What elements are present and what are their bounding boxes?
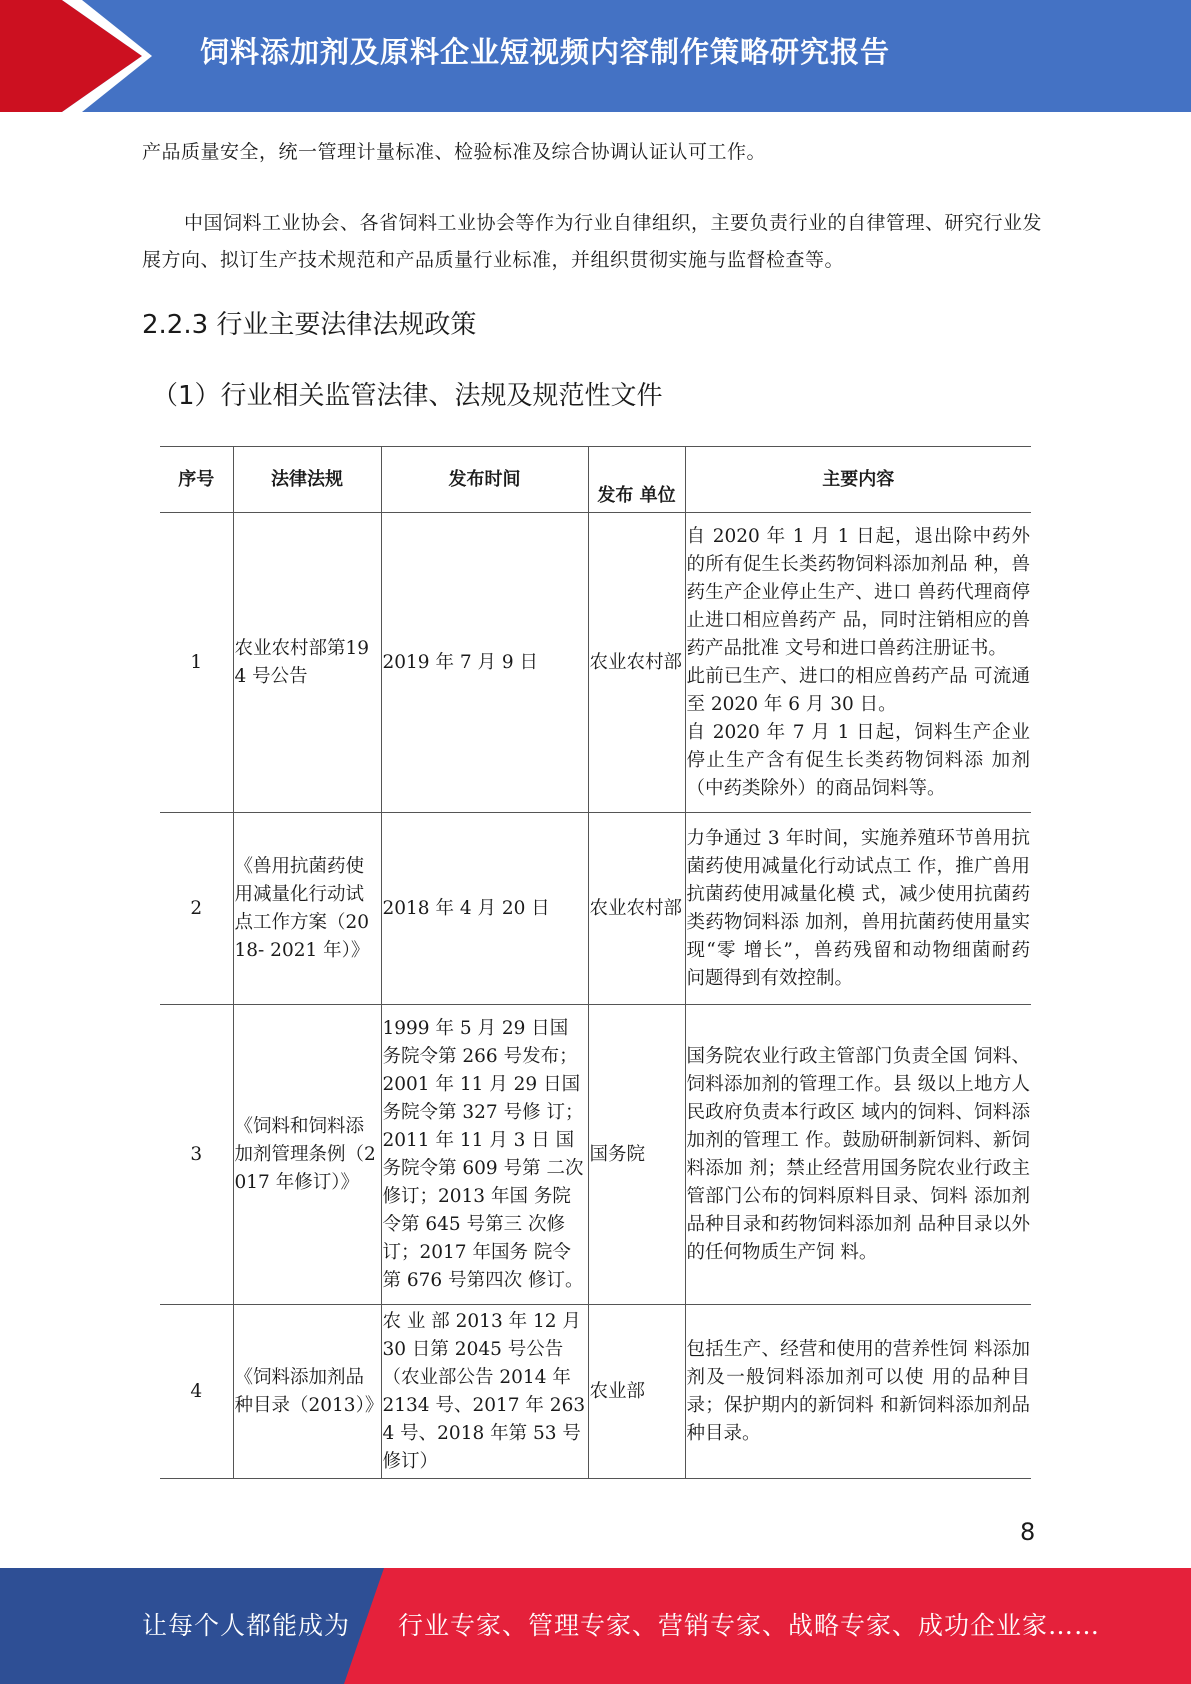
table-row [160,1005,1031,1305]
footer-slogan-left: 让每个人都能成为 [142,1611,351,1640]
cell-content [685,813,1031,1005]
table-row [160,813,1031,1005]
cell-no: 1 [160,513,233,813]
table-header-row [160,447,1031,513]
header-title: 饲料添加剂及原料企业短视频内容制作策略研究报告 [200,35,891,69]
page-footer [0,1568,1191,1684]
table-row [160,513,1031,813]
cell-date: 农 业 部 2013 年 12 月 30 日第 2045 号公告（农业部公告 2014 年 2134 号、2017 年 2634 号、2018 年第 53 号修订） [381,1305,588,1479]
header-no: 序号 [160,447,233,513]
cell-law: 《兽用抗菌药使用减量化行动试点工作方案（2018- 2021 年）》 [233,813,381,1005]
regulations-table [160,446,1031,1479]
cell-date: 2019 年 7 月 9 日 [381,513,588,813]
footer-slogan-right: 行业专家、管理专家、营销专家、战略专家、成功企业家…… [398,1611,1101,1640]
cell-content [685,1005,1031,1305]
cell-law: 《饲料和饲料添加剂管理条例（2017 年修订）》 [233,1005,381,1305]
content-paragraph: 力争通过 3 年时间，实施养殖环节兽用抗菌药使用减量化行动试点工 作，推广兽用抗菌药使用减量化模 式，减少使用抗菌药类药物饲料添 加剂，兽用抗菌药使用量实现“零 增长”，兽药残留和动物细菌耐药 问题得到有效控制。 [686,827,1030,989]
cell-no: 3 [160,1005,233,1305]
paragraph-2: 中国饲料工业协会、各省饲料工业协会等作为行业自律组织，主要负责行业的自律管理、研究行业发展方向、拟订生产技术规范和产品质量行业标准，并组织贯彻实施与监督检查等。 [142,212,1043,271]
content-paragraph: 包括生产、经营和使用的营养性饲 料添加剂及一般饲料添加剂可以使 用的品种目录；保护期内的新饲料 和新饲料添加剂品种目录。 [686,1338,1030,1444]
content-paragraph: 国务院农业行政主管部门负责全国 饲料、饲料添加剂的管理工作。县 级以上地方人民政府负责本行政区 域内的饲料、饲料添加剂的管理工 作。鼓励研制新饲料、新饲料添加 剂；禁止经营用国务院农业行政主 管部门公布的饲料原料目录、饲料 添加剂品种目录和药物饲料添加剂 品种目录以外的任何物质生产饲 料。 [686,1045,1030,1263]
cell-law: 《饲料添加剂品种目录（2013）》 [233,1305,381,1479]
cell-content [685,1305,1031,1479]
cell-law: 农业农村部第194 号公告 [233,513,381,813]
cell-unit: 国务院 [588,1005,685,1305]
content-paragraph: 自 2020 年 1 月 1 日起，退出除中药外的所有促生长类药物饲料添加剂品 种，兽药生产企业停止生产、进口 兽药代理商停止进口相应兽药产 品，同时注销相应的兽药产品批准 文号和进口兽药注册证书。 [686,525,1030,659]
table-row [160,1305,1031,1479]
content-paragraph: 自 2020 年 7 月 1 日起，饲料生产企业停止生产含有促生长类药物饲料添 加剂（中药类除外）的商品饲料等。 [686,721,1030,799]
cell-content [685,513,1031,813]
header-date: 发布时间 [381,447,588,513]
page-header [0,0,1191,112]
cell-unit: 农业农村部 [588,813,685,1005]
page-number: 8 [1020,1518,1036,1546]
content-paragraph: 此前已生产、进口的相应兽药产品 可流通至 2020 年 6 月 30 日。 [686,665,1030,715]
subsection-heading: （1）行业相关监管法律、法规及规范性文件 [152,381,663,411]
section-heading: 2.2.3 行业主要法律法规政策 [142,310,477,340]
cell-date: 1999 年 5 月 29 日国务院令第 266 号发布；2001 年 11 月 29 日国务院令第 327 号修 订；2011 年 11 月 3 日 国务院令第 609 号第 二次修订；2013 年国 务院令第 645 号第三 次修订；2017 年国务 院令第 676 号第四次 修订。 [381,1005,588,1305]
cell-no: 4 [160,1305,233,1479]
header-unit: 发布 单位 [588,447,685,513]
cell-unit: 农业部 [588,1305,685,1479]
cell-no: 2 [160,813,233,1005]
paragraph-1: 产品质量安全，统一管理计量标准、检验标准及综合协调认证认可工作。 [142,141,767,163]
cell-unit: 农业农村部 [588,513,685,813]
header-content: 主要内容 [685,447,1031,513]
cell-date: 2018 年 4 月 20 日 [381,813,588,1005]
header-law: 法律法规 [233,447,381,513]
